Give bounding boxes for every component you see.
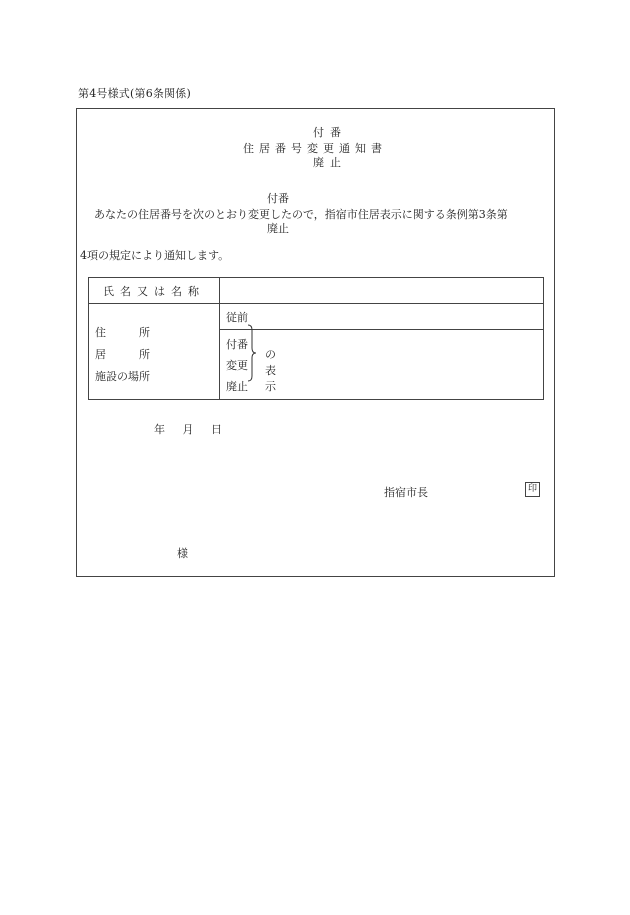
body-line1-suffix: したので，指宿市住居表示に関する条例第3条第 xyxy=(270,208,508,221)
address-item: 居 所 xyxy=(95,348,150,361)
change-item: 付番 xyxy=(226,338,248,352)
name-row xyxy=(89,278,544,304)
change-field[interactable] xyxy=(220,330,544,400)
date-year: 年 xyxy=(154,423,165,436)
document-title xyxy=(243,140,387,156)
form-number: 第4号様式(第6条関係) xyxy=(78,87,191,100)
date-day: 日 xyxy=(211,423,222,436)
body-line-1 xyxy=(94,206,508,222)
seal-mark: 印 xyxy=(525,482,540,497)
title-stack-item: 廃止 xyxy=(313,156,347,169)
date-line xyxy=(154,421,222,437)
title-stack-item: 付番 xyxy=(313,126,347,139)
body-line-2: 4項の規定により通知します。 xyxy=(80,249,230,262)
name-label: 氏名又は名称 xyxy=(89,278,220,304)
body-line1-prefix: あなたの住居番号を次のとおり xyxy=(94,208,248,221)
info-table xyxy=(88,277,544,400)
change-item: 廃止 xyxy=(226,380,248,394)
honorific: 様 xyxy=(177,547,188,560)
body-stack-item: 廃止 xyxy=(267,222,289,235)
title-suffix-text: 通知書 xyxy=(339,142,387,155)
previous-label: 従前 xyxy=(226,310,248,324)
title-main-text: 住居番号 xyxy=(243,142,307,155)
address-row xyxy=(89,304,544,330)
address-item: 施設の場所 xyxy=(95,370,150,383)
mayor-title: 指宿市長 xyxy=(384,486,428,499)
date-month: 月 xyxy=(182,423,194,436)
title-middle-text: 変更 xyxy=(307,142,339,155)
change-item: 変更 xyxy=(226,359,248,373)
name-field[interactable] xyxy=(220,278,544,304)
body-line1-middle: 変更 xyxy=(248,208,270,221)
previous-field[interactable] xyxy=(220,304,544,330)
address-item: 住 所 xyxy=(95,326,150,339)
address-suffix: の表示 xyxy=(265,348,276,393)
body-stack-item: 付番 xyxy=(267,192,289,205)
